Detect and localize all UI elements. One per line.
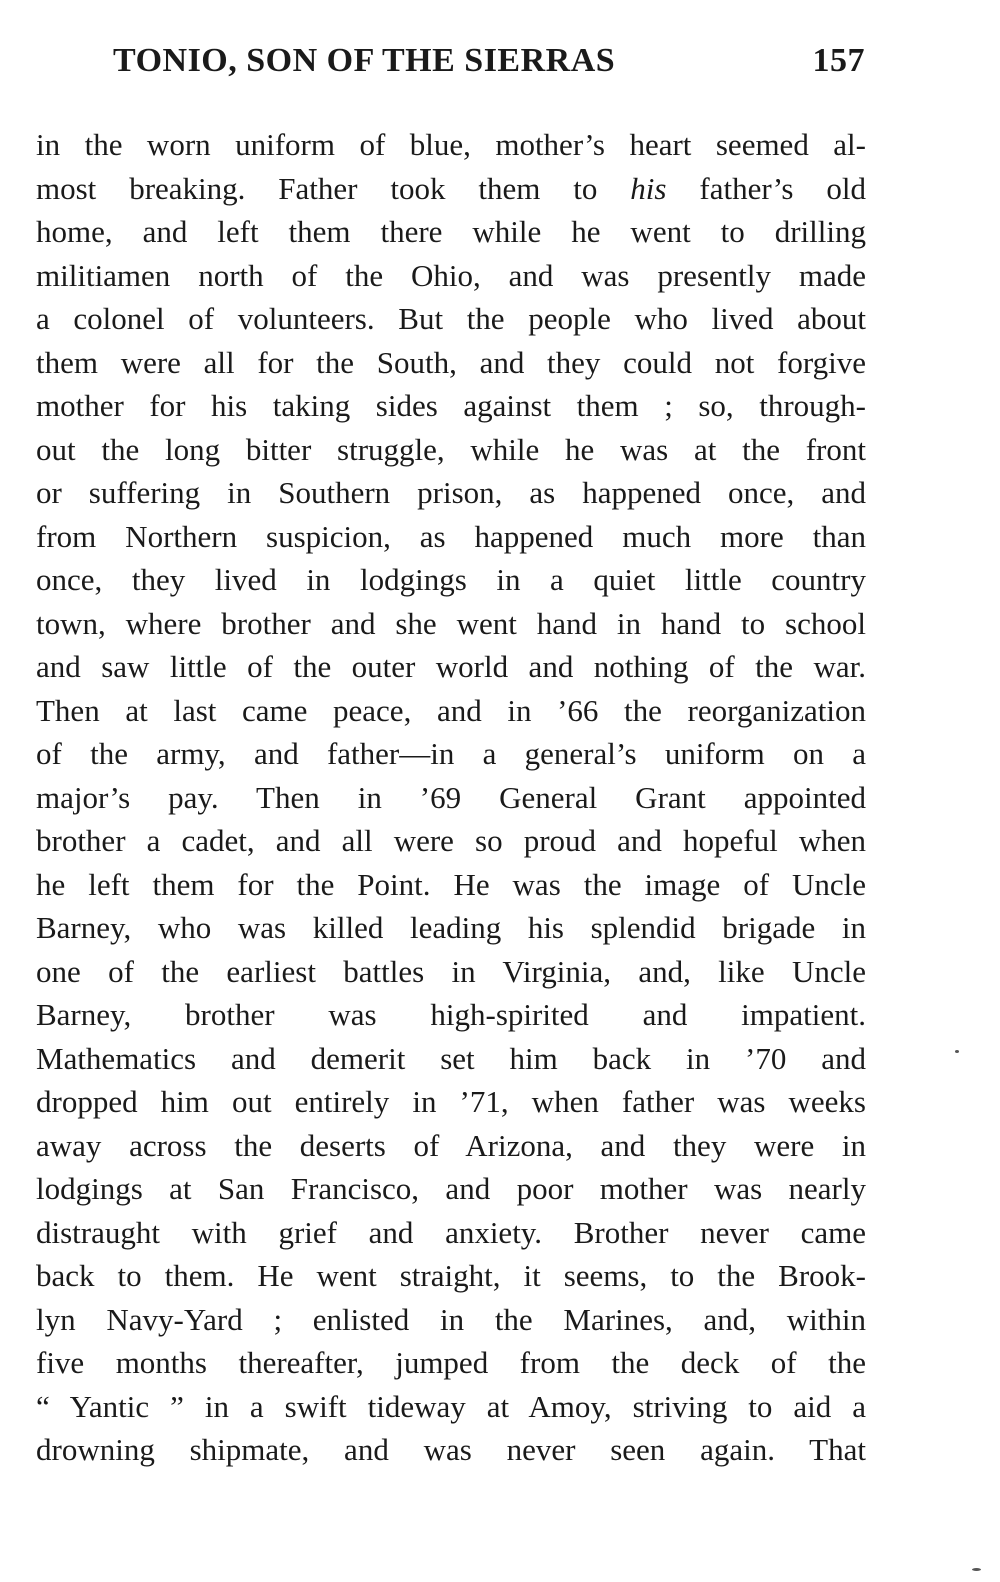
line-segment: distraught with grief and anxiety. Brother never came (36, 1214, 866, 1250)
italic-word: his (630, 170, 667, 206)
text-line (36, 297, 866, 341)
line-segment: or suffering in Southern prison, as happened once, and (36, 475, 866, 510)
line-segment: brother a cadet, and all were so proud and hopeful when (36, 823, 866, 858)
text-line (36, 384, 866, 428)
text-line (36, 1298, 866, 1342)
text-line (36, 602, 866, 646)
print-speck (955, 1050, 959, 1053)
line-segment: dropped him out entirely in ’71, when father was weeks (36, 1084, 866, 1119)
line-segment: lyn Navy-Yard ; enlisted in the Marines, and, within (36, 1301, 866, 1337)
text-line (36, 558, 866, 602)
text-line (36, 1254, 866, 1298)
text-line (36, 1385, 866, 1429)
line-segment: Then at last came peace, and in ’66 the reorganization (36, 692, 866, 728)
line-segment: home, and left them there while he went to drilling (36, 214, 866, 249)
line-segment: back to them. He went straight, it seems, to the Brook- (36, 1258, 866, 1293)
text-line (36, 993, 866, 1037)
print-speck (972, 1568, 981, 1571)
text-line (36, 1124, 866, 1168)
text-line (36, 210, 866, 254)
line-segment: mother for his taking sides against them ; so, through- (36, 388, 866, 423)
line-segment: lodgings at San Francisco, and poor mother was nearly (36, 1171, 866, 1206)
line-segment: father’s old (666, 170, 866, 206)
line-segment: drowning shipmate, and was never seen again. That (36, 1432, 866, 1467)
text-line (36, 776, 866, 820)
line-segment: from Northern suspicion, as happened much more than (36, 518, 866, 554)
line-segment: he left them for the Point. He was the image of Uncle (36, 866, 866, 902)
text-line (36, 1341, 866, 1385)
line-segment: out the long bitter struggle, while he was at the front (36, 431, 866, 467)
line-segment: Barney, who was killed leading his splendid brigade in (36, 910, 866, 945)
text-line (36, 1037, 866, 1081)
text-line (36, 254, 866, 298)
running-head (113, 42, 865, 92)
line-segment: them were all for the South, and they could not forgive (36, 344, 866, 380)
line-segment: militiamen north of the Ohio, and was presently made (36, 257, 866, 293)
line-segment: of the army, and father—in a general’s uniform on a (36, 736, 866, 771)
text-line (36, 1080, 866, 1124)
running-head-title: TONIO, SON OF THE SIERRAS (113, 42, 616, 79)
text-line (36, 732, 866, 776)
text-line (36, 819, 866, 863)
line-segment: one of the earliest battles in Virginia, and, like Uncle (36, 953, 866, 989)
text-line (36, 428, 866, 472)
line-segment: “ Yantic ” in a swift tideway at Amoy, striving to aid a (36, 1388, 866, 1424)
text-line (36, 515, 866, 559)
line-segment: a colonel of volunteers. But the people who lived about (36, 301, 866, 336)
text-line (36, 1211, 866, 1255)
text-line (36, 1428, 866, 1472)
page-number: 157 (812, 42, 865, 79)
line-segment: town, where brother and she went hand in hand to school (36, 605, 866, 641)
text-line (36, 689, 866, 733)
text-line (36, 1167, 866, 1211)
line-segment: and saw little of the outer world and nothing of the war. (36, 649, 866, 684)
line-segment: Mathematics and demerit set him back in ’70 and (36, 1040, 866, 1076)
text-line (36, 950, 866, 994)
line-segment: in the worn uniform of blue, mother’s heart seemed al- (36, 127, 866, 162)
text-line (36, 341, 866, 385)
line-segment: Barney, brother was high-spirited and impatient. (36, 997, 866, 1032)
text-line (36, 906, 866, 950)
line-segment: once, they lived in lodgings in a quiet little country (36, 562, 866, 597)
line-segment: five months thereafter, jumped from the deck of the (36, 1345, 866, 1380)
text-line (36, 123, 866, 167)
body-text (36, 123, 866, 1472)
text-line (36, 167, 866, 211)
line-segment: most breaking. Father took them to (36, 170, 631, 206)
text-line (36, 863, 866, 907)
text-line (36, 471, 866, 515)
text-line (36, 645, 866, 689)
line-segment: away across the deserts of Arizona, and they were in (36, 1127, 866, 1163)
line-segment: major’s pay. Then in ’69 General Grant appointed (36, 779, 866, 815)
